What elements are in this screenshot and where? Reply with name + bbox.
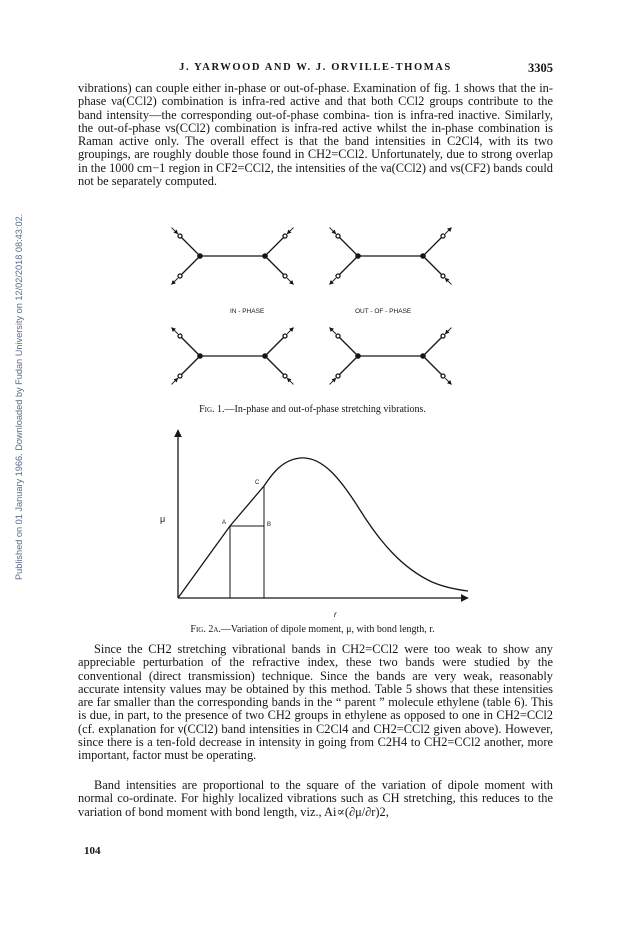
molecule-out-of-phase-2	[330, 328, 452, 385]
text-line: ν(CCl2) band intensities in C2Cl4 and CH2=CCl2 given above). However, since	[78, 721, 553, 750]
header-page-number: 3305	[528, 61, 553, 75]
text-line: groups contribute to the band intensity—the corresponding out-of-phase combina-	[78, 94, 553, 122]
text-line: shows that these intensities are far smaller than the corresponding bands in the	[78, 681, 553, 710]
text-line: region in CF2=CCl2, the intensities of the νa(CCl2) and νs(CF2) bands could not	[78, 160, 554, 189]
text-line: by the conventional (direct transmission) technique. Since the bands are very	[78, 655, 553, 683]
paragraph-ch2-bands	[78, 643, 553, 763]
download-notice-text: Published on 01 January 1966. Downloaded by Fudan University on 12/02/2018 08:43:02.	[14, 213, 24, 580]
figure-1-diagram	[160, 226, 480, 406]
point-label-a: A	[222, 520, 227, 526]
text-line: more important, factor must be operating.	[78, 735, 553, 763]
running-header	[78, 62, 553, 78]
figure-2a-caption	[0, 624, 625, 635]
paragraph-vibrations	[78, 82, 553, 188]
molecule-in-phase-1	[172, 228, 294, 285]
molecule-out-of-phase-1	[330, 228, 452, 285]
text-line: this reduces to the variation of bond moment with bond length, viz., Ai∝(∂μ/∂r)2,	[78, 791, 553, 819]
text-line: be separately computed.	[96, 174, 218, 189]
text-line: “ parent ” molecule ethylene (table 6). This is due, in part, to the presence of	[78, 695, 554, 723]
paragraph-band-intensities	[78, 779, 553, 819]
point-label-c: C	[255, 480, 260, 486]
text-line: any appreciable perturbation of the refractive index, these two bands were studied	[78, 642, 553, 670]
text-line: two CH2 groups in ethylene as opposed to one in CH2=CCl2 (cf. explanation for	[78, 708, 553, 736]
text-line: with normal co-ordinate. For highly localized vibrations such as CH stretching,	[78, 778, 553, 806]
text-line: effect is that the band intensities in C2Cl4, with its two groupings, are roughly double	[78, 134, 553, 162]
figure-1-caption	[0, 404, 625, 415]
text-line: Band intensities are proportional to the square of the variation of dipole moment	[94, 778, 526, 792]
construction-lines	[230, 486, 264, 598]
text-line: tion is infra-red inactive. Similarly, the out-of-phase νs(CCl2) combination is	[78, 107, 553, 135]
point-label-b: B	[267, 522, 272, 528]
text-line: weak, reasonably accurate intensity values may be obtained by this method. Table 5	[78, 668, 553, 696]
text-line: those found in CH2=CCl2. Unfortunately, due to strong overlap in the 1000 cm−1	[78, 147, 553, 175]
text-line: vibrations) can couple either in-phase or out-of-phase. Examination of fig. 1	[78, 81, 461, 95]
footer-page-number: 104	[84, 845, 101, 857]
label-out-of-phase: OUT - OF - PHASE	[355, 308, 412, 315]
figure-2a-caption-prefix: Fig. 2a.	[190, 624, 221, 635]
download-notice	[2, 150, 24, 580]
molecule-in-phase-2	[172, 328, 294, 385]
figure-1	[160, 226, 480, 406]
dipole-curve	[178, 458, 468, 598]
text-line: there is a ten-fold decrease in intensity in going from C2H4 to CH2=CCl2 another,	[107, 735, 524, 750]
figure-1-caption-text: —In-phase and out-of-phase stretching vibrations.	[224, 404, 426, 415]
text-line: infra-red active whilst the in-phase combination is Raman active only. The overall	[78, 120, 553, 149]
x-axis-label: r	[334, 610, 337, 619]
text-line: Since the CH2 stretching vibrational bands in CH2=CCl2 were too weak to show	[94, 642, 530, 656]
figure-2a	[150, 420, 490, 625]
y-axis-label: μ	[160, 514, 166, 524]
figure-2a-caption-text: —Variation of dipole moment, μ, with bond length, r.	[220, 624, 435, 635]
header-authors: J. YARWOOD AND W. J. ORVILLE-THOMAS	[179, 62, 452, 73]
figure-2a-plot	[150, 420, 490, 625]
label-in-phase: IN - PHASE	[230, 308, 265, 315]
figure-1-caption-prefix: Fig. 1.	[199, 404, 225, 415]
text-line: shows that the in-phase νa(CCl2) combination is infra-red active and that both CCl2	[78, 81, 554, 109]
